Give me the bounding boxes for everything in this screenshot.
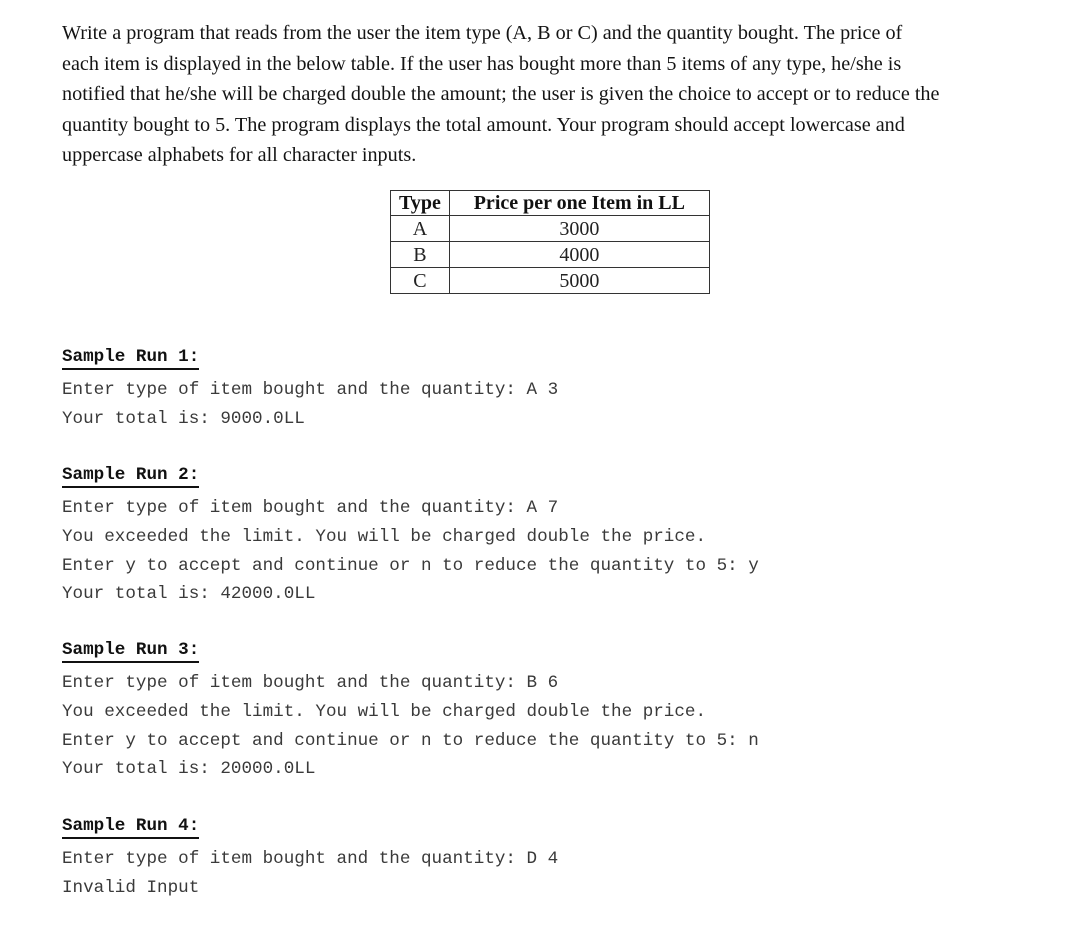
sample-run-title: Sample Run 3: (62, 639, 199, 663)
table-header-row (391, 191, 710, 216)
problem-statement (62, 18, 1052, 171)
console-line: Your total is: 20000.0LL (62, 759, 316, 780)
cell-type: C (391, 268, 450, 294)
console-line: Enter type of item bought and the quantity: B 6 (62, 673, 559, 693)
sample-run-title: Sample Run 1: (62, 346, 199, 370)
console-line: Enter type of item bought and the quantity: D 4 (62, 849, 559, 869)
console-line: You exceeded the limit. You will be charged double the price. (62, 526, 707, 547)
header-price: Price per one Item in LL (449, 191, 709, 216)
problem-line: each item is displayed in the below table. If the user has bought more than 5 items of any type, he/she is (62, 52, 902, 75)
cell-price: 3000 (449, 216, 709, 242)
console-line: Enter y to accept and continue or n to reduce the quantity to 5: n (62, 730, 759, 751)
problem-line: Write a program that reads from the user the item type (A, B or C) and the quantity bought. The price of (62, 22, 903, 44)
console-line: Your total is: 9000.0LL (62, 408, 305, 429)
console-line: Enter y to accept and continue or n to reduce the quantity to 5: y (62, 555, 759, 576)
cell-price: 4000 (449, 242, 709, 268)
problem-line: uppercase alphabets for all character inputs. (62, 144, 417, 166)
problem-line: notified that he/she will be charged double the amount; the user is given the choice to accept or to reduce the (62, 83, 940, 105)
table-row (391, 216, 710, 242)
console-line: Enter type of item bought and the quantity: A 3 (62, 380, 559, 400)
cell-type: A (391, 216, 450, 242)
console-line: Enter type of item bought and the quantity: A 7 (62, 498, 559, 518)
header-type: Type (391, 191, 450, 216)
console-line: Invalid Input (62, 877, 200, 898)
price-table (390, 190, 710, 294)
cell-price: 5000 (449, 268, 709, 294)
cell-type: B (391, 242, 450, 268)
sample-run-title: Sample Run 4: (62, 815, 199, 839)
table-row (391, 268, 710, 294)
sample-run-2 (62, 464, 759, 609)
sample-run-4 (62, 815, 558, 903)
console-line: You exceeded the limit. You will be charged double the price. (62, 701, 707, 722)
sample-run-3 (62, 639, 759, 784)
table-row (391, 242, 710, 268)
console-line: Your total is: 42000.0LL (62, 584, 316, 605)
problem-line: quantity bought to 5. The program displays the total amount. Your program should accept lowercase and (62, 113, 905, 136)
sample-run-1 (62, 346, 558, 434)
sample-run-title: Sample Run 2: (62, 464, 199, 488)
